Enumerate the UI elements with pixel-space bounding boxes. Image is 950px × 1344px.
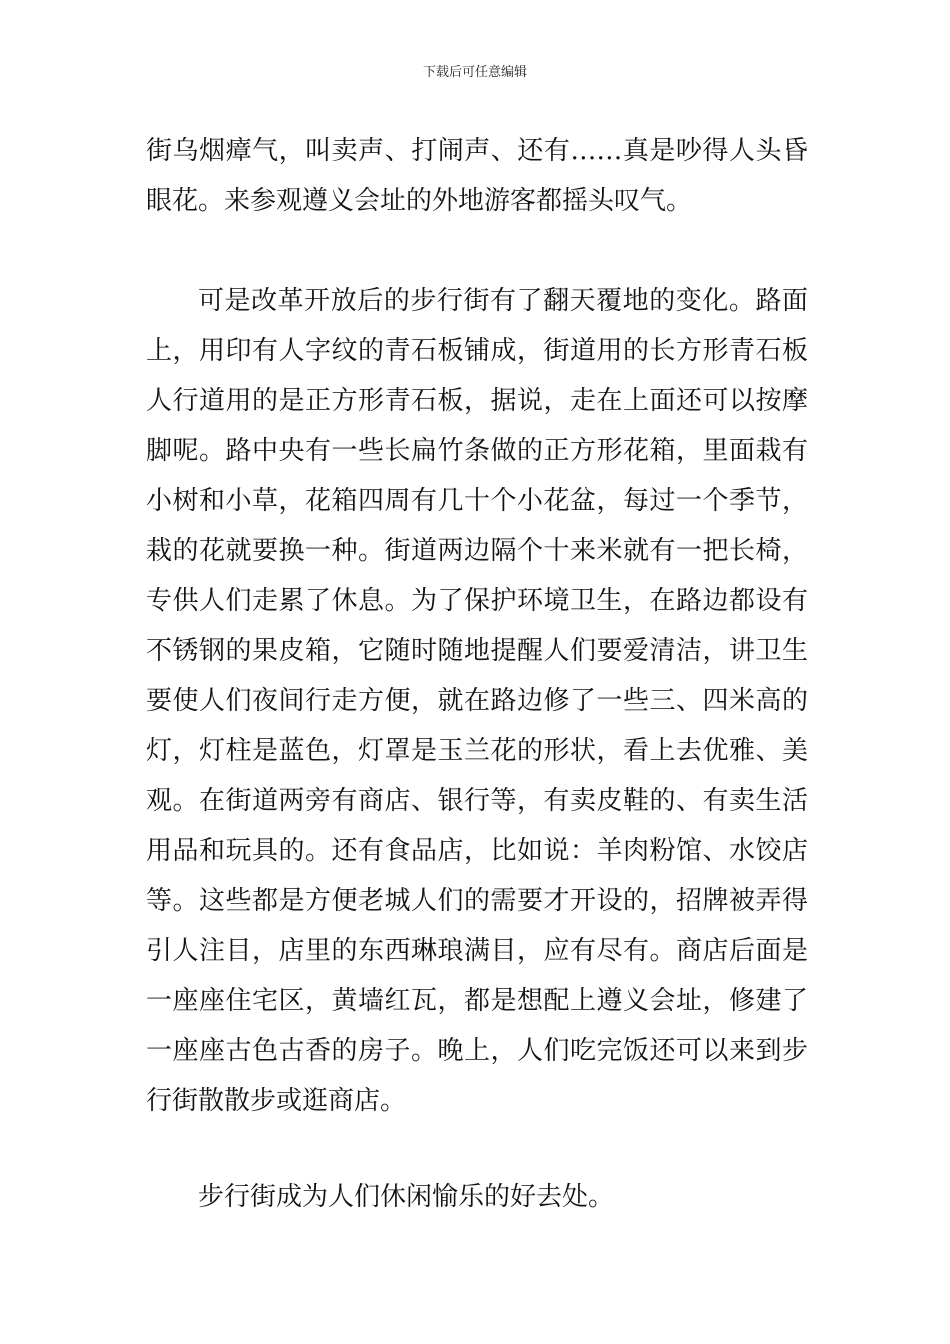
page-header: 下载后可任意编辑 xyxy=(422,65,527,80)
paragraph-3: 步行街成为人们休闲愉乐的好去处。 xyxy=(198,1182,615,1212)
paragraph-2: 可是改革开放后的步行街有了翻天覆地的变化。路面上，用印有人字纹的青石板铺成，街道用的长方形青石板人行道用的是正方形青石板，据说，走在上面还可以按摩脚呢。路中央有一些长扁竹条做的正方形花箱，里面栽有小树和小草，花箱四周有几十个小花盆，每过一个季节，栽的花就要换一种。街道两边隔个十来米就有一把长椅，专供人们走累了休息。为了保护环境卫生，在路边都设有不锈钢的果皮箱，它随时随地提醒人们要爱清洁，讲卫生要使人们夜间行走方便，就在路边修了一些三、四米高的灯，灯柱是蓝色，灯罩是玉兰花的形状，看上去优雅、美观。在街道两旁有商店、银行等，有卖皮鞋的、有卖生活用品和玩具的。还有食品店，比如说：羊肉粉馆、水饺店等。这些都是方便老城人们的需要才开设的，招牌被弄得引人注目，店里的东西琳琅满目，应有尽有。商店后面是一座座住宅区，黄墙红瓦，都是想配上遵义会址，修建了一座座古色古香的房子。晚上，人们吃完饭还可以来到步行街散散步或逛商店。 xyxy=(146,286,808,1116)
paragraph-1: 街乌烟瘴气，叫卖声、打闹声、还有……真是吵得人头昏眼花。来参观遵义会址的外地游客都摇头叹气。 xyxy=(146,136,808,216)
